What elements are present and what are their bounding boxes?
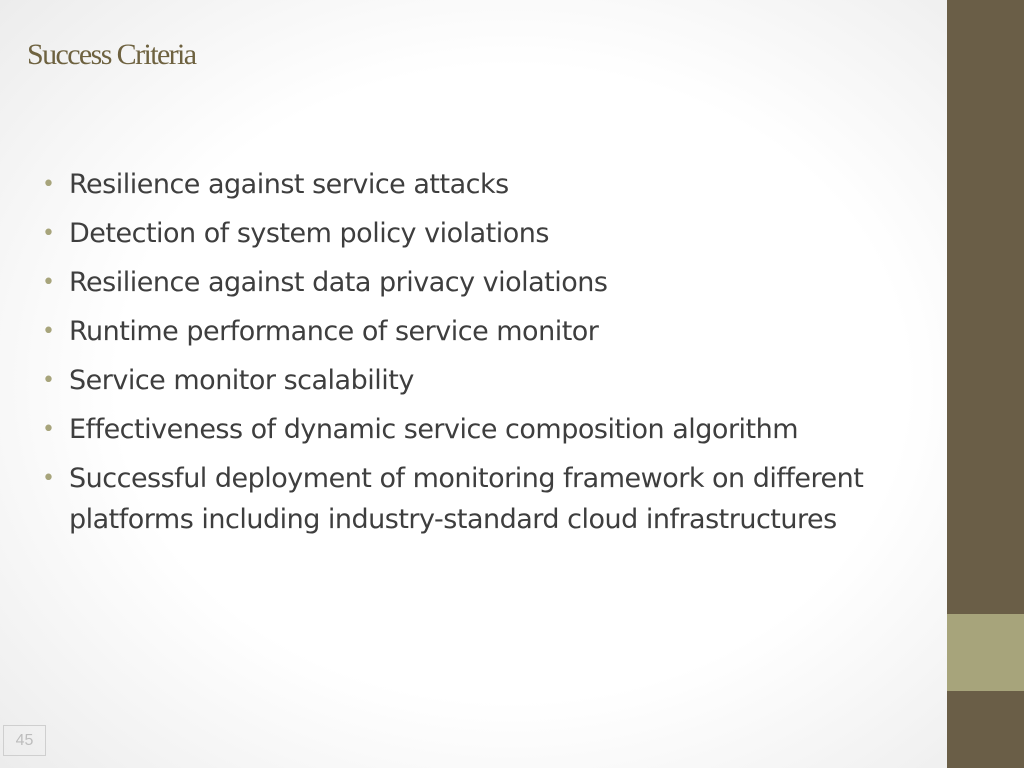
bullet-dot-icon: • [42, 319, 55, 344]
bullet-text: Successful deployment of monitoring framework on different platforms including industry-standard cloud infrastructures [69, 463, 864, 535]
bullet-item [42, 164, 932, 205]
bullet-dot-icon: • [42, 466, 55, 491]
bullet-text: Detection of system policy violations [69, 218, 549, 249]
bullet-item [42, 360, 932, 401]
bullet-text: Resilience against service attacks [69, 169, 509, 200]
bullet-list [42, 164, 932, 548]
bullet-dot-icon: • [42, 368, 55, 393]
bullet-text: Resilience against data privacy violations [69, 267, 608, 298]
bullet-item [42, 409, 932, 450]
bullet-dot-icon: • [42, 221, 55, 246]
bullet-item [42, 311, 932, 352]
bullet-dot-icon: • [42, 172, 55, 197]
bullet-item [42, 213, 932, 254]
bullet-dot-icon: • [42, 270, 55, 295]
bullet-text: Runtime performance of service monitor [69, 316, 599, 347]
slide-title: Success Criteria [27, 38, 196, 71]
bullet-dot-icon: • [42, 417, 55, 442]
bullet-text: Effectiveness of dynamic service composition algorithm [69, 414, 799, 445]
slide-number: 45 [3, 725, 46, 756]
bullet-item [42, 458, 932, 540]
bullet-item [42, 262, 932, 303]
side-decor-accent [947, 614, 1024, 691]
bullet-text: Service monitor scalability [69, 365, 414, 396]
